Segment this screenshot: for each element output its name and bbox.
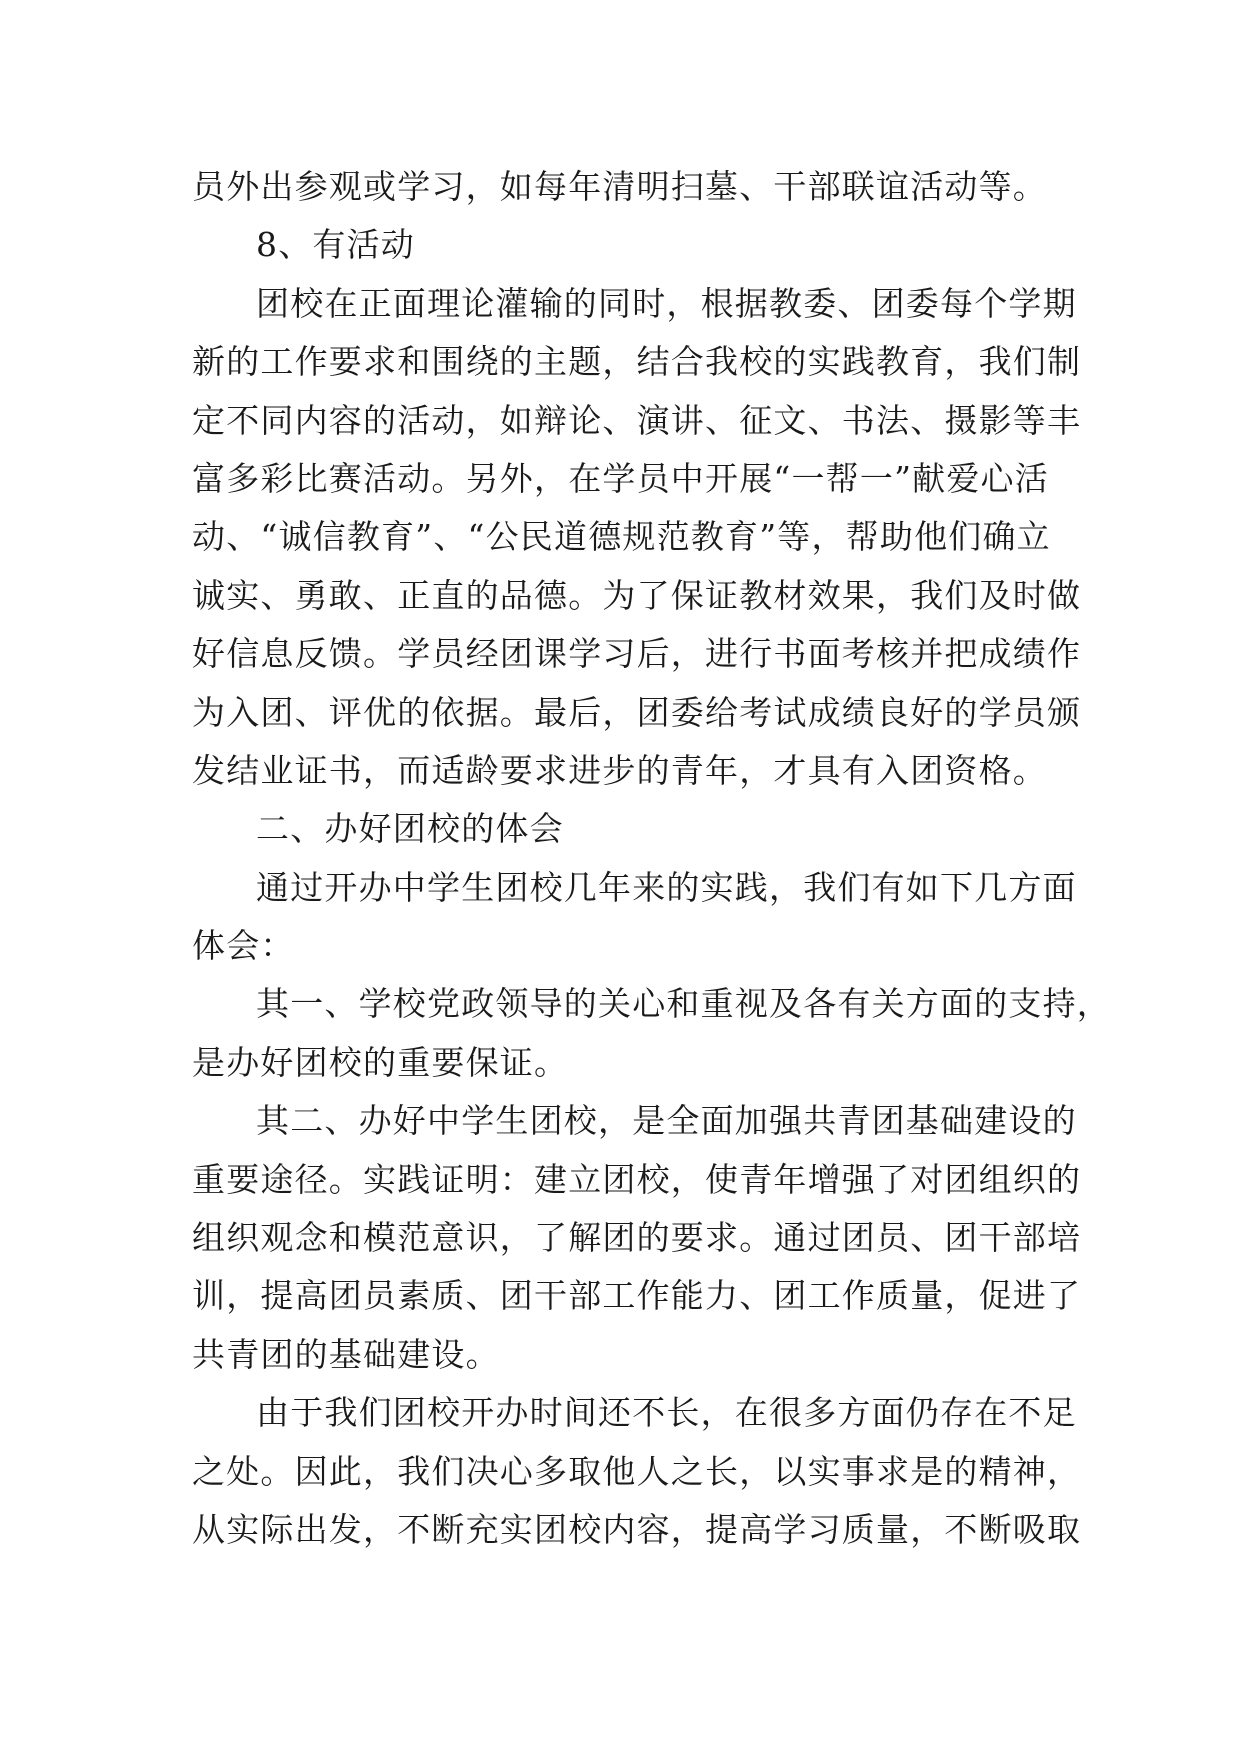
text-line: 组织观念和模范意识，了解团的要求。通过团员、团干部培	[192, 1218, 1082, 1258]
text-line: 体会：	[192, 926, 295, 966]
text-line: 其二、办好中学生团校，是全面加强共青团基础建设的	[256, 1101, 1077, 1141]
section-heading: 二、办好团校的体会	[256, 809, 564, 849]
text-line: 通过开办中学生团校几年来的实践，我们有如下几方面	[256, 867, 1077, 907]
text-line: 是办好团校的重要保证。	[192, 1042, 569, 1082]
text-line: 共青团的基础建设。	[192, 1334, 500, 1374]
text-line: 员外出参观或学习，如每年清明扫墓、干部联谊活动等。	[192, 167, 1047, 206]
text-line: 之处。因此，我们决心多取他人之长，以实事求是的精神，	[192, 1451, 1082, 1491]
text-line: 重要途径。实践证明：建立团校，使青年增强了对团组织的	[192, 1159, 1082, 1199]
body-text	[192, 158, 1111, 1559]
text-line: 从实际出发，不断充实团校内容，提高学习质量，不断吸取	[192, 1509, 1082, 1549]
text-line: 为入团、评优的依据。最后，团委给考试成绩良好的学员颁	[192, 692, 1082, 732]
text-line: 诚实、勇敢、正直的品德。为了保证教材效果，我们及时做	[192, 575, 1082, 615]
text-line: 训，提高团员素质、团干部工作能力、团工作质量，促进了	[192, 1276, 1082, 1316]
text-line: 发结业证书，而适龄要求进步的青年，才具有入团资格。	[192, 750, 1047, 790]
text-line: 由于我们团校开办时间还不长，在很多方面仍存在不足	[256, 1393, 1077, 1433]
text-line: 定不同内容的活动，如辩论、演讲、征文、书法、摄影等丰	[192, 400, 1082, 440]
text-line: 富多彩比赛活动。另外，在学员中开展“一帮一”献爱心活	[192, 458, 1049, 498]
text-line: 新的工作要求和围绕的主题，结合我校的实践教育，我们制	[192, 342, 1082, 382]
text-line: 其一、学校党政领导的关心和重视及各有关方面的支持，	[256, 984, 1111, 1024]
text-line: 好信息反馈。学员经团课学习后，进行书面考核并把成绩作	[192, 634, 1082, 674]
text-line: 8、有活动	[256, 225, 415, 265]
text-line: 团校在正面理论灌输的同时，根据教委、团委每个学期	[256, 283, 1077, 323]
text-line: 动、“诚信教育”、“公民道德规范教育”等，帮助他们确立	[192, 517, 1051, 557]
